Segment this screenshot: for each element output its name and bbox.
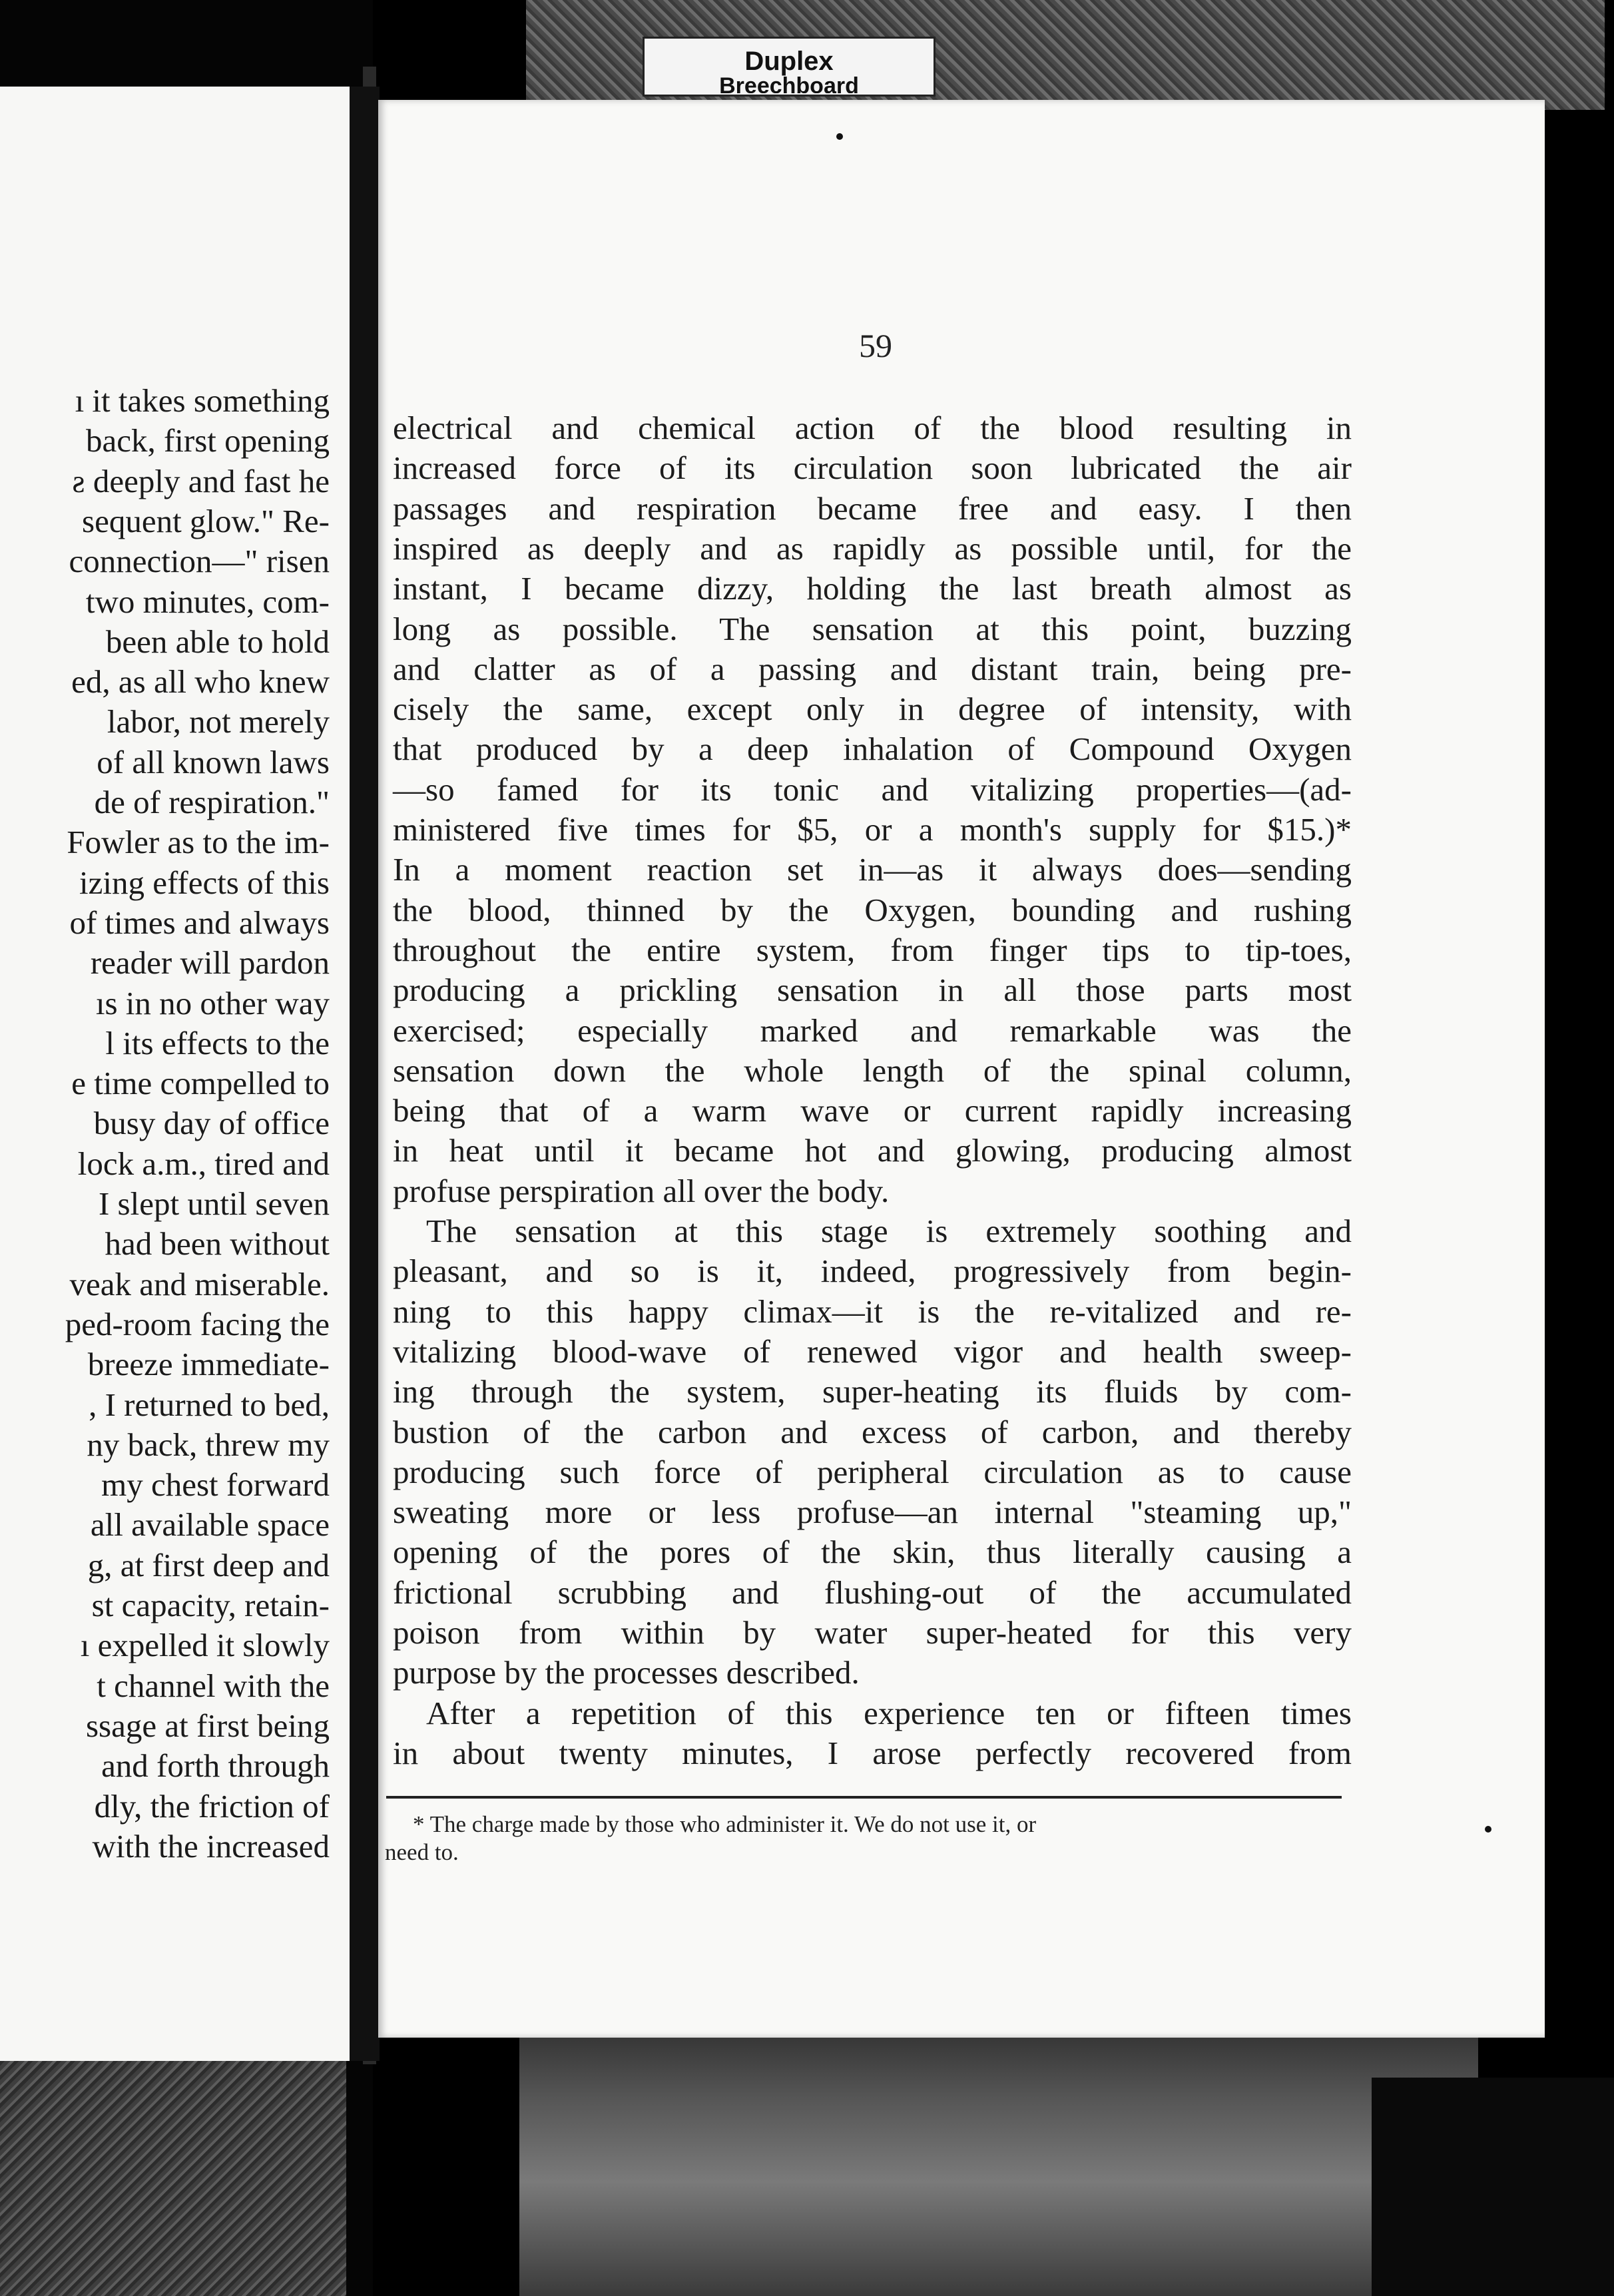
right-page-line: profuse perspiration all over the body. (393, 1172, 890, 1209)
left-page-line: all available space (90, 1506, 330, 1544)
right-page-line: long as possible. The sensation at this point, buzzing (393, 610, 1352, 647)
right-page-line: —so famed for its tonic and vitalizing properties—(ad- (393, 770, 1352, 808)
left-page-line: e time compelled to (71, 1065, 330, 1102)
left-page-line: reader will pardon (90, 944, 330, 982)
left-page-line: ı expelled it slowly (80, 1627, 330, 1664)
right-page-line: and clatter as of a passing and distant train, being pre- (393, 650, 1352, 687)
right-page-line: producing a prickling sensation in all those parts most (393, 972, 1352, 1009)
left-page-line: breeze immediate- (87, 1346, 330, 1383)
right-page-line: the blood, thinned by the Oxygen, bounding and rushing (393, 891, 1352, 928)
right-page-line: in about twenty minutes, I arose perfectly recovered from (393, 1734, 1352, 1771)
left-page-line: labor, not merely (107, 703, 330, 740)
right-page-line: pleasant, and so is it, indeed, progressively from begin- (393, 1253, 1352, 1290)
volume-tab-label (643, 37, 936, 97)
right-page-line: increased force of its circulation soon lubricated the air (393, 449, 1352, 487)
right-page-line: instant, I became dizzy, holding the last breath almost as (393, 570, 1352, 607)
speck-mark (836, 133, 843, 140)
right-page-line: bustion of the carbon and excess of carbon, and thereby (393, 1413, 1352, 1450)
left-page-line: , I returned to bed, (89, 1386, 330, 1423)
left-page-line: I slept until seven (98, 1185, 330, 1222)
left-page-line: of all known laws (97, 743, 330, 780)
right-page-line: cisely the same, except only in degree of intensity, with (393, 691, 1352, 728)
left-page-line: ı it takes something (75, 382, 330, 419)
right-page-line: exercised; especially marked and remarkable was the (393, 1011, 1352, 1049)
right-page-line: After a repetition of this experience ten or fifteen times (426, 1694, 1352, 1731)
left-page-line: dly, the friction of (94, 1787, 330, 1825)
right-page-line: poison from within by water super-heated for this very (393, 1614, 1352, 1651)
speck-mark (1485, 1826, 1491, 1833)
left-page-line: two minutes, com- (85, 583, 330, 620)
right-page-line: ning to this happy climax—it is the re-vitalized and re- (393, 1292, 1352, 1330)
footnote-line: * The charge made by those who administer it. We do not use it, or (413, 1811, 1037, 1837)
right-page-line: ing through the system, super-heating its fluids by com- (393, 1373, 1352, 1410)
left-page-line: and forth through (101, 1747, 330, 1785)
left-page-line: izing effects of this (79, 864, 330, 901)
right-page-line: frictional scrubbing and flushing-out of the accumulated (393, 1574, 1352, 1611)
right-page-line: sensation down the whole length of the spinal column, (393, 1051, 1352, 1089)
right-page-line: throughout the entire system, from finger tips to tip-toes, (393, 931, 1352, 968)
right-page-line: opening of the pores of the skin, thus literally causing a (393, 1534, 1352, 1571)
right-page-line: electrical and chemical action of the blood resulting in (393, 410, 1352, 446)
left-page-line: Fowler as to the im- (67, 824, 330, 861)
left-page-line: st capacity, retain- (91, 1587, 330, 1623)
left-page (0, 87, 350, 2061)
left-page-line: ny back, threw my (87, 1426, 330, 1463)
tab-title: Duplex (744, 47, 834, 76)
left-page-line: sequent glow." Re- (82, 502, 330, 539)
page-number: 59 (859, 327, 892, 364)
tab-subtitle: Breechboard (719, 76, 859, 93)
left-page-line: l its effects to the (105, 1024, 330, 1061)
base-board (519, 2011, 1478, 2296)
right-page-line: sweating more or less profuse—an internal "steaming up," (393, 1494, 1352, 1531)
right-page-line: in heat until it became hot and glowing, producing almost (393, 1132, 1352, 1169)
right-page-line: vitalizing blood-wave of renewed vigor and health sweep- (393, 1332, 1352, 1370)
left-page-line: t channel with the (97, 1667, 330, 1704)
left-page-line: ed, as all who knew (71, 663, 330, 701)
base-shadow (1372, 2078, 1614, 2296)
right-page-line: The sensation at this stage is extremely soothing and (426, 1213, 1352, 1249)
book-spine (350, 87, 380, 2061)
right-page-line: that produced by a deep inhalation of Compound Oxygen (393, 730, 1352, 768)
left-page-line: ped-room facing the (65, 1305, 330, 1342)
left-page-line: been able to hold (105, 623, 330, 660)
left-page-line: of times and always (69, 904, 330, 941)
left-page-line: had been without (105, 1225, 330, 1263)
right-page-line: being that of a warm wave or current rapidly increasing (393, 1092, 1352, 1129)
left-page-line: connection—" risen (69, 543, 330, 580)
footnote-line: need to. (385, 1839, 459, 1865)
left-page-line: ssage at first being (85, 1707, 330, 1744)
left-page-line: veak and miserable. (69, 1265, 330, 1302)
left-page-line: lock a.m., tired and (77, 1145, 330, 1182)
footnote-rule (386, 1796, 1342, 1799)
left-page-line: my chest forward (101, 1466, 330, 1504)
right-page-line: purpose by the processes described. (393, 1654, 860, 1691)
left-page-line: with the increased (92, 1827, 330, 1865)
left-page-line: ıs in no other way (95, 984, 330, 1021)
right-page-line: inspired as deeply and as rapidly as possible until, for the (393, 529, 1352, 567)
right-page-line: passages and respiration became free and easy. I then (393, 489, 1352, 527)
left-page-line: de of respiration." (94, 784, 330, 820)
left-page-line: g, at first deep and (87, 1546, 330, 1583)
right-page-line: producing such force of peripheral circulation as to cause (393, 1453, 1352, 1490)
left-page-line: ƨ deeply and fast he (72, 462, 330, 499)
left-page-line: busy day of office (93, 1105, 330, 1142)
right-page-line: In a moment reaction set in—as it always does—sending (393, 851, 1352, 888)
cloth-texture-bottom-left (0, 2038, 346, 2296)
left-page-line: back, first opening (85, 422, 330, 459)
right-page-line: ministered five times for $5, or a month's supply for $15.)* (393, 811, 1352, 848)
